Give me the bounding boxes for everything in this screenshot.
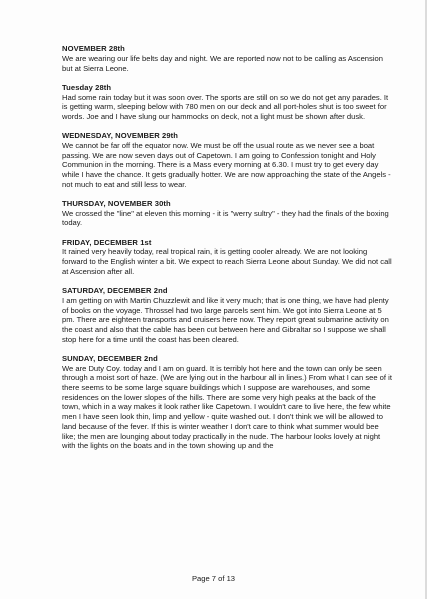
diary-entry [62,83,392,122]
diary-entry [62,286,392,344]
entry-heading: NOVEMBER 28th [62,44,125,53]
diary-entry [62,44,392,73]
entry-text: We cannot be far off the equator now. We must be off the usual route as we never see a boat passing. We are now seven days out of Capetown. I am going to Confession tonight and Holy Communion in the morning. There is a Mass every morning at 6.30. I must try to get every day while I have the chance. It gets gradually hotter. We are now approaching the state of the Angels - not much to eat and still less to wear. [62,140,391,189]
entry-heading: WEDNESDAY, NOVEMBER 29th [62,131,179,141]
entry-text: Had some rain today but it was soon over. The sports are still on so we do not get any parades. It is getting warm, sleeping below with 780 men on our deck and all port-holes shut is too sweet for words. Joe and I have slung our hammocks on deck, not a light must be shown after dusk. [62,92,389,121]
entry-text: We are Duty Coy. today and I am on guard. It is terribly hot here and the town can only be seen through a moist sort of haze. (We are lying out in the harbour all in lines.) From what I can see of it there seems to be some large square buildings which I suppose are warehouses, and some residences on the lower slopes of the hills. There are some very high peaks at the back of the town, which in a way makes it look rather like Capetown. I wouldn't care to live here, the few white men I have seen look thin, limp and yellow - quite washed out. I don't think we will be allowed to land because of the fever. If this is winter weather I don't care to think what summer would bee like; the men are lounging about today practically in the nude. The harbour looks lovely at night with the lights on the boats and in the town showing up and the [62,363,392,451]
entry-heading: FRIDAY, DECEMBER 1st [62,237,152,247]
entry-heading: SUNDAY, DECEMBER 2nd [62,353,158,363]
diary-entry [62,199,392,228]
entry-text: We are wearing our life belts day and night. We are reported now not to be calling as Ascension but at Sierra Leone. [62,53,383,73]
diary-entry [62,354,392,451]
diary-entry [62,131,392,189]
diary-entry [62,238,392,277]
entry-heading: SATURDAY, DECEMBER 2nd [62,286,168,296]
entry-heading: THURSDAY, NOVEMBER 30th [62,198,171,208]
diary-content [62,44,392,460]
entry-text: We crossed the "line" at eleven this morning - it is "werry sultry" - they had the finals of the boxing today. [62,208,389,228]
page-number: Page 7 of 13 [191,574,236,583]
entry-text: I am getting on with Martin Chuzzlewit and like it very much; that is one thing, we have had plenty of books on the voyage. Throssel had two large parcels sent him. We got into Sierra Leone at 5 pm. There are eighteen transports and cruisers here now. They report great submarine activity on the coast and also that the cable has been cut between here and Gibraltar so I suppose we shall stop here for a time until the coast has been cleared. [62,295,389,344]
entry-text: It rained very heavily today, real tropical rain, it is getting cooler already. We are not looking forward to the English winter a bit. We expect to reach Sierra Leone about Sunday. We did not call at Ascension after all. [62,247,392,276]
entry-heading: Tuesday 28th [62,82,112,92]
